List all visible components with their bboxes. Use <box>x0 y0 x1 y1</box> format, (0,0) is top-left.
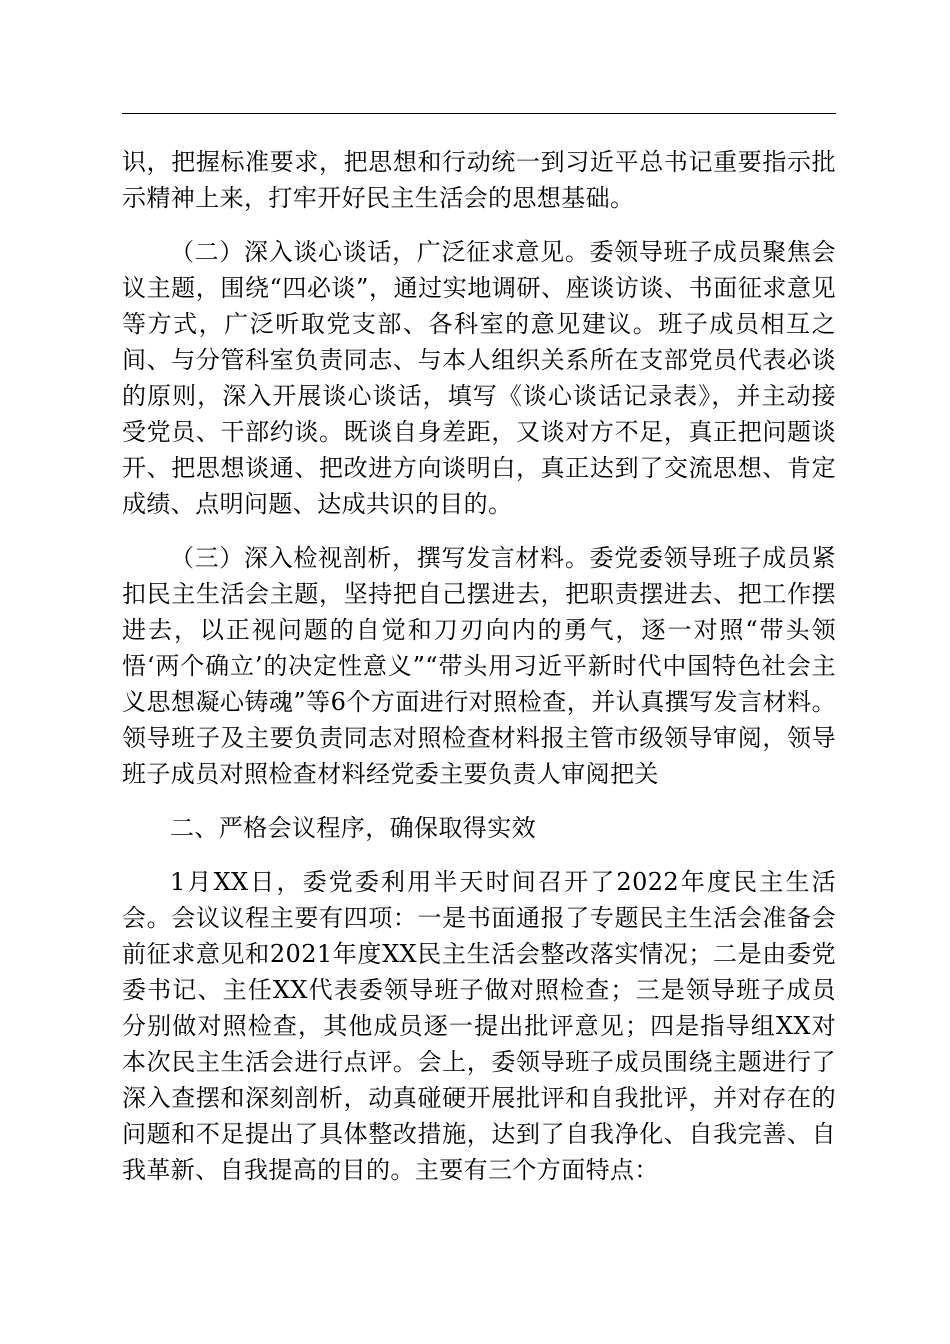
paragraph-meeting-summary: 1月XX日，委党委利用半天时间召开了2022年度民主生活会。会议议程主要有四项：一是书面通报了专题民主生活会准备会前征求意见和2021年度XX民主生活会整改落实情况；二是由委党委书记、主任XX代表委领导班子做对照检查；三是领导班子成员分别做对照检查，其他成员逐一提出批评意见；四是指导组XX对本次民主生活会进行点评。会上，委领导班子成员围绕主题进行了深入查摆和深刻剖析，动真碰硬开展批评和自我批评，并对存在的问题和不足提出了具体整改措施，达到了自我净化、自我完善、自我革新、自我提高的目的。主要有三个方面特点： <box>122 868 836 1184</box>
body-text <box>122 144 836 1206</box>
paragraph-section-2: （二）深入谈心谈话，广泛征求意见。委领导班子成员聚焦会议主题，围绕“四必谈”，通过实地调研、座谈访谈、书面征求意见等方式，广泛听取党支部、各科室的意见建议。班子成员相互之间、与分管科室负责同志、与本人组织关系所在支部党员代表必谈的原则，深入开展谈心谈话，填写《谈心谈话记录表》，并主动接受党员、干部约谈。既谈自身差距，又谈对方不足，真正把问题谈开、把思想谈通、把改进方向谈明白，真正达到了交流思想、肯定成绩、点明问题、达成共识的目的。 <box>122 238 836 518</box>
paragraph-section-3: （三）深入检视剖析，撰写发言材料。委党委领导班子成员紧扣民主生活会主题，坚持把自己摆进去，把职责摆进去、把工作摆进去，以正视问题的自觉和刀刃向内的勇气，逐一对照“带头领悟‘两个确立’的决定性意义”“带头用习近平新时代中国特色社会主义思想凝心铸魂”等6个方面进行对照检查，并认真撰写发言材料。领导班子及主要负责同志对照检查材料报主管市级领导审阅，领导班子成员对照检查材料经党委主要负责人审阅把关 <box>122 544 836 788</box>
section-heading: 二、严格会议程序，确保取得实效 <box>170 814 536 842</box>
header-rule <box>122 113 836 114</box>
paragraph-continuation: 识，把握标准要求，把思想和行动统一到习近平总书记重要指示批示精神上来，打牢开好民主生活会的思想基础。 <box>122 148 836 212</box>
